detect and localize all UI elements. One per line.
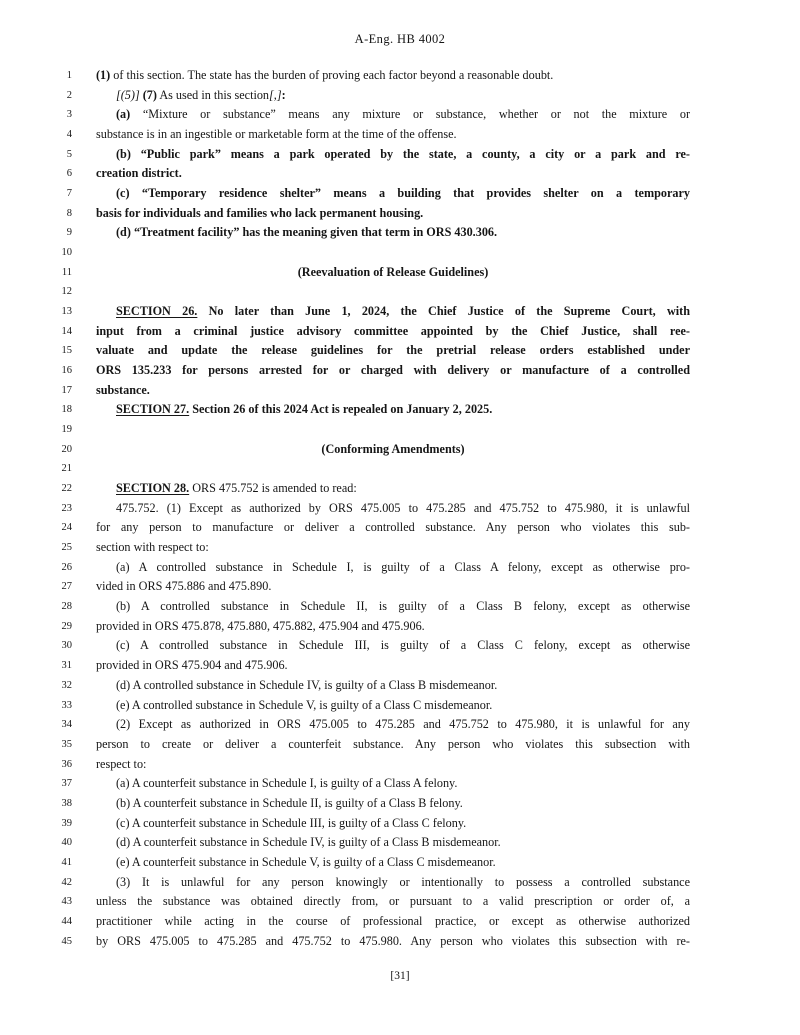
text-segment: section with respect to: <box>96 540 209 555</box>
line-text <box>96 459 690 479</box>
text-segment: valuate and update the release guidelines for the pretrial release orders established under <box>96 343 690 358</box>
text-segment: unless the substance was obtained directly from, or pursuant to a valid prescription or order of, a <box>96 894 690 909</box>
document-line <box>0 538 800 558</box>
text-segment: (c) “Temporary residence shelter” means a building that provides shelter on a temporary <box>116 186 690 201</box>
document-line <box>0 499 800 519</box>
line-number: 14 <box>61 325 72 337</box>
document-line <box>0 676 800 696</box>
line-number: 9 <box>66 227 72 239</box>
line-number: 15 <box>61 345 72 357</box>
page-header: A-Eng. HB 4002 <box>354 32 446 46</box>
line-text <box>96 243 690 263</box>
line-number: 37 <box>61 778 72 790</box>
line-text <box>96 577 690 597</box>
line-text <box>96 184 690 204</box>
line-number: 31 <box>61 660 72 672</box>
line-number: 27 <box>61 581 72 593</box>
text-segment: basis for individuals and families who lack permanent housing. <box>96 205 424 220</box>
document-line <box>0 558 800 578</box>
line-number: 29 <box>61 620 72 632</box>
page-number: [31] <box>390 970 410 982</box>
text-segment: provided in ORS 475.878, 475.880, 475.882, 475.904 and 475.906. <box>96 618 425 633</box>
text-segment: 475.752. (1) Except as authorized by ORS 475.005 to 475.285 and 475.752 to 475.980, it is unlawful <box>116 500 690 515</box>
line-text <box>96 656 690 676</box>
line-number: 1 <box>66 70 72 81</box>
line-number: 40 <box>61 837 72 849</box>
line-number: 25 <box>61 542 72 554</box>
document-line <box>0 66 800 86</box>
text-segment: (b) “Public park” means a park operated by the state, a county, a city or a park and re- <box>116 146 690 161</box>
text-segment: practitioner while acting in the course of professional practice, or except as otherwise authorized <box>96 913 690 928</box>
line-number: 43 <box>61 896 72 908</box>
line-number: 5 <box>66 148 72 160</box>
text-segment: respect to: <box>96 756 147 771</box>
line-text <box>96 400 690 420</box>
line-text <box>96 755 690 775</box>
line-number: 33 <box>61 699 72 711</box>
document-line <box>0 479 800 499</box>
text-segment: substance is in an ingestible or marketable form at the time of the offense. <box>96 127 457 142</box>
text-segment: (b) A controlled substance in Schedule II, is guilty of a Class B felony, except as otherwise <box>116 599 690 614</box>
document-line <box>0 833 800 853</box>
text-segment: input from a criminal justice advisory committee appointed by the Chief Justice, shall ree- <box>96 323 690 338</box>
document-line <box>0 715 800 735</box>
text-segment: (3) It is unlawful for any person knowingly or intentionally to possess a controlled substance <box>116 874 690 889</box>
text-segment: provided in ORS 475.904 and 475.906. <box>96 658 288 673</box>
document-line <box>0 774 800 794</box>
document-line <box>0 204 800 224</box>
line-number: 42 <box>61 876 72 888</box>
line-number: 22 <box>61 483 72 495</box>
text-segment: (2) Except as authorized in ORS 475.005 to 475.285 and 475.752 to 475.980, it is unlawful for any <box>116 717 690 732</box>
document-line <box>0 223 800 243</box>
line-number: 32 <box>61 679 72 691</box>
line-text <box>96 66 690 86</box>
line-text <box>96 479 690 499</box>
text-segment: substance. <box>96 382 150 397</box>
line-text <box>96 282 690 302</box>
text-segment: (c) A controlled substance in Schedule III, is guilty of a Class C felony, except as otherwise <box>116 638 690 653</box>
text-segment: “Mixture or substance” means any mixture or substance, whether or not the mixture or <box>130 107 690 122</box>
text-segment: SECTION 28. <box>116 481 190 496</box>
text-segment: [(5)] <box>116 87 140 102</box>
document-line <box>0 440 800 460</box>
line-text <box>96 223 690 243</box>
text-segment: (e) A counterfeit substance in Schedule V, is guilty of a Class C misdemeanor. <box>116 854 496 869</box>
text-segment: for any person to manufacture or deliver a controlled substance. Any person who violates this sub- <box>96 520 690 535</box>
line-number: 20 <box>61 443 72 455</box>
line-number: 2 <box>66 89 72 101</box>
line-number: 23 <box>61 502 72 514</box>
line-text <box>96 538 690 558</box>
line-text <box>96 518 690 538</box>
text-segment: (7) <box>142 87 157 102</box>
line-number: 8 <box>66 207 72 219</box>
document-line <box>0 892 800 912</box>
document-line <box>0 794 800 814</box>
document-lines <box>0 66 800 951</box>
text-segment: No later than June 1, 2024, the Chief Justice of the Supreme Court, with <box>197 304 690 319</box>
line-text <box>96 853 690 873</box>
document-line <box>0 853 800 873</box>
text-segment: Section 26 of this 2024 Act is repealed on January 2, 2025. <box>189 402 493 417</box>
line-text <box>96 873 690 893</box>
text-segment: (Conforming Amendments) <box>321 441 465 456</box>
text-segment: (Reevaluation of Release Guidelines) <box>297 264 489 279</box>
document-line <box>0 282 800 302</box>
line-number: 35 <box>61 738 72 750</box>
line-text <box>96 833 690 853</box>
document-line <box>0 597 800 617</box>
text-segment: As used in this section <box>156 87 270 102</box>
line-text <box>96 715 690 735</box>
document-line <box>0 814 800 834</box>
line-text <box>96 381 690 401</box>
document-line <box>0 164 800 184</box>
document-line <box>0 361 800 381</box>
line-text <box>96 164 690 184</box>
line-number: 16 <box>61 365 72 377</box>
line-text <box>96 322 690 342</box>
text-segment: person to create or deliver a counterfeit substance. Any person who violates this subsection with <box>96 736 690 751</box>
line-text <box>96 558 690 578</box>
document-line <box>0 518 800 538</box>
line-number: 12 <box>61 286 72 298</box>
document-line <box>0 105 800 125</box>
line-text <box>96 735 690 755</box>
line-number: 45 <box>61 935 72 947</box>
line-text <box>96 440 690 460</box>
line-number: 6 <box>66 168 72 180</box>
line-text <box>96 932 690 952</box>
text-segment: SECTION 27. <box>116 402 190 417</box>
line-text <box>96 302 690 322</box>
line-number: 10 <box>61 247 72 259</box>
text-segment: of this section. The state has the burden of proving each factor beyond a reasonable doubt. <box>110 68 554 82</box>
document-line <box>0 755 800 775</box>
line-number: 28 <box>61 601 72 613</box>
text-segment: (d) “Treatment facility” has the meaning given that term in ORS 430.306. <box>116 225 498 240</box>
document-line <box>0 302 800 322</box>
line-number: 30 <box>61 640 72 652</box>
line-text <box>96 420 690 440</box>
document-line <box>0 577 800 597</box>
document-line <box>0 636 800 656</box>
text-segment: (b) A counterfeit substance in Schedule II, is guilty of a Class B felony. <box>116 795 463 810</box>
line-text <box>96 636 690 656</box>
text-segment: (a) A counterfeit substance in Schedule I, is guilty of a Class A felony. <box>116 776 458 791</box>
document-line <box>0 873 800 893</box>
line-text <box>96 263 690 283</box>
line-number: 21 <box>61 463 72 475</box>
document-line <box>0 263 800 283</box>
text-segment: SECTION 26. <box>116 304 198 319</box>
document-line <box>0 125 800 145</box>
document-line <box>0 696 800 716</box>
line-text <box>96 86 690 106</box>
document-line <box>0 400 800 420</box>
line-text <box>96 617 690 637</box>
line-number: 19 <box>61 424 72 436</box>
text-segment: creation district. <box>96 166 182 181</box>
text-segment: (e) A controlled substance in Schedule V, is guilty of a Class C misdemeanor. <box>116 697 493 712</box>
document-line <box>0 322 800 342</box>
line-text <box>96 125 690 145</box>
document-line <box>0 617 800 637</box>
line-text <box>96 145 690 165</box>
line-number: 4 <box>66 129 72 141</box>
line-text <box>96 204 690 224</box>
line-number: 18 <box>61 404 72 416</box>
line-text <box>96 814 690 834</box>
line-text <box>96 774 690 794</box>
text-segment: (d) A controlled substance in Schedule IV, is guilty of a Class B misdemeanor. <box>116 677 498 692</box>
line-number: 11 <box>61 266 72 278</box>
document-line <box>0 243 800 263</box>
line-number: 41 <box>61 856 72 868</box>
document-line <box>0 145 800 165</box>
line-number: 17 <box>61 384 72 396</box>
document-line <box>0 86 800 106</box>
line-number: 36 <box>61 758 72 770</box>
line-text <box>96 912 690 932</box>
document-line <box>0 735 800 755</box>
line-text <box>96 597 690 617</box>
document-line <box>0 420 800 440</box>
line-text <box>96 341 690 361</box>
line-number: 34 <box>61 719 72 731</box>
line-number: 39 <box>61 817 72 829</box>
line-text <box>96 105 690 125</box>
line-text <box>96 794 690 814</box>
line-number: 13 <box>61 306 72 318</box>
line-number: 3 <box>66 109 72 121</box>
line-text <box>96 361 690 381</box>
line-number: 38 <box>61 797 72 809</box>
text-segment: (c) A counterfeit substance in Schedule III, is guilty of a Class C felony. <box>116 815 467 830</box>
document-line <box>0 459 800 479</box>
line-text <box>96 696 690 716</box>
line-number: 7 <box>66 188 72 200</box>
text-segment: (a) <box>116 107 131 122</box>
text-segment: (d) A counterfeit substance in Schedule IV, is guilty of a Class B misdemeanor. <box>116 835 501 850</box>
line-text <box>96 499 690 519</box>
text-segment: (1) <box>96 68 111 82</box>
document-line <box>0 381 800 401</box>
text-segment: vided in ORS 475.886 and 475.890. <box>96 579 272 594</box>
document-line <box>0 341 800 361</box>
text-segment: ORS 475.752 is amended to read: <box>189 481 357 496</box>
document-line <box>0 932 800 952</box>
text-segment: (a) A controlled substance in Schedule I, is guilty of a Class A felony, except as otherwise pro- <box>116 559 690 574</box>
text-segment: by ORS 475.005 to 475.285 and 475.752 to 475.980. Any person who violates this subsection with re- <box>96 933 690 948</box>
line-text <box>96 676 690 696</box>
line-number: 44 <box>61 915 72 927</box>
document-line <box>0 912 800 932</box>
document-line <box>0 656 800 676</box>
text-segment: : <box>281 87 286 102</box>
line-number: 26 <box>61 561 72 573</box>
text-segment: [,] <box>269 87 282 102</box>
text-segment: ORS 135.233 for persons arrested for or charged with delivery or manufacture of a controlled <box>96 363 690 378</box>
line-text <box>96 892 690 912</box>
document-line <box>0 184 800 204</box>
line-number: 24 <box>61 522 72 534</box>
